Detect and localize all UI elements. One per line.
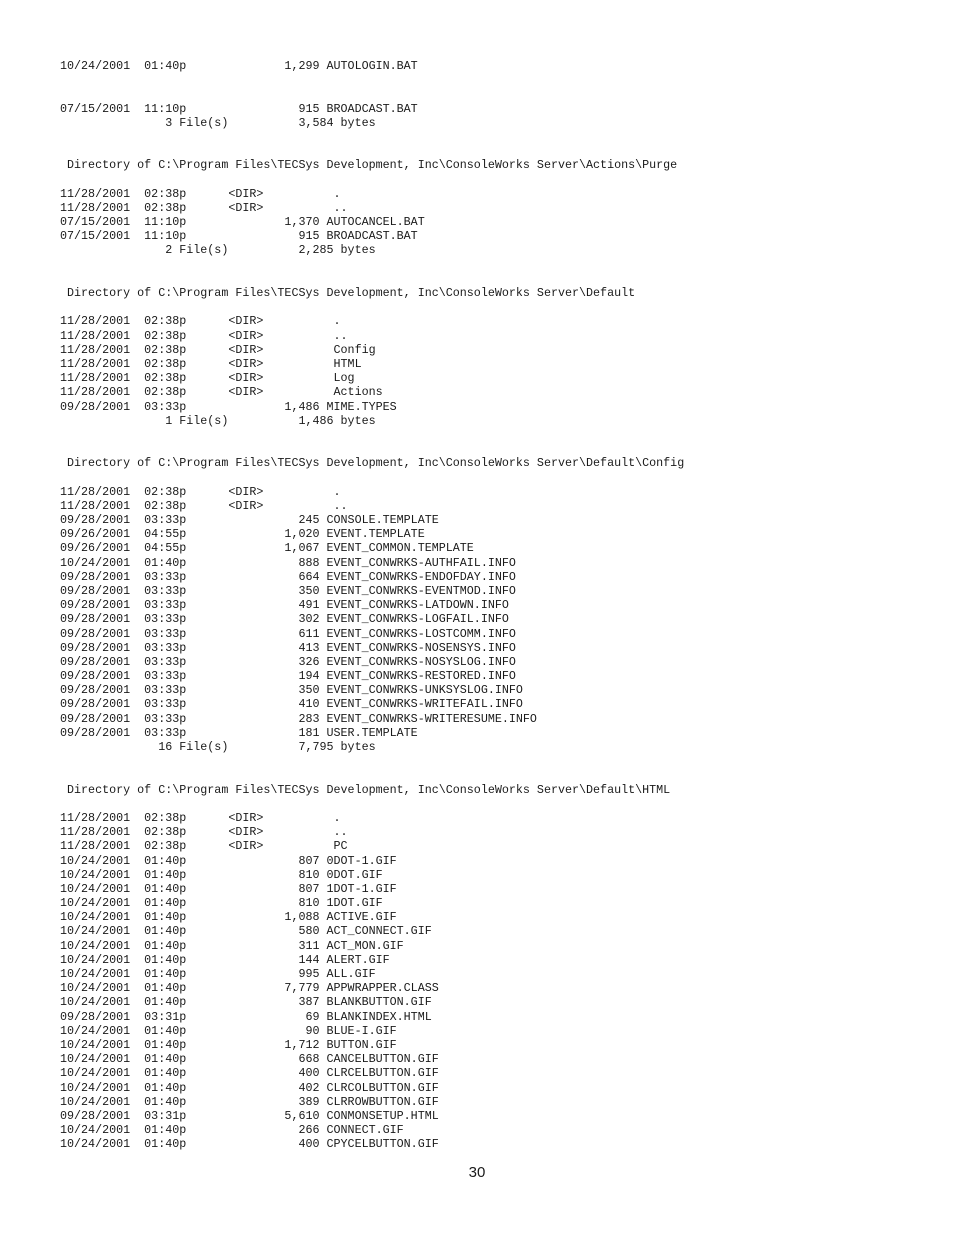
- dir-entry: 11/28/2001 02:38p <DIR> .: [60, 186, 341, 201]
- dir-entry: 11/28/2001 02:38p <DIR> ..: [60, 200, 348, 215]
- dir-entry: 11/28/2001 02:38p <DIR> .: [60, 810, 341, 825]
- file-entry: 07/15/2001 11:10p 1,370 AUTOCANCEL.BAT: [60, 215, 425, 230]
- file-entry: 10/24/2001 01:40p 1,712 BUTTON.GIF: [60, 1037, 397, 1052]
- file-entry: 07/15/2001 11:10p 915 BROADCAST.BAT: [60, 229, 418, 244]
- directory-header: Directory of C:\Program Files\TECSys Development, Inc\ConsoleWorks Server\Default\HTML: [60, 782, 671, 797]
- directory-summary: 16 File(s) 7,795 bytes: [60, 740, 376, 754]
- blank-line: [60, 754, 684, 768]
- dir-entry: 11/28/2001 02:38p <DIR> HTML: [60, 356, 362, 371]
- dir-entry: 11/28/2001 02:38p <DIR> .: [60, 314, 341, 329]
- file-entry: 10/24/2001 01:40p 580 ACT_CONNECT.GIF: [60, 924, 432, 939]
- file-entry: 10/24/2001 01:40p 90 BLUE-I.GIF: [60, 1023, 397, 1038]
- file-entry: 09/28/2001 03:33p 194 EVENT_CONWRKS-RESTORED.INFO: [60, 669, 516, 684]
- directory-listing: [60, 59, 684, 1151]
- blank-line: [60, 470, 684, 484]
- blank-line: [60, 258, 684, 272]
- file-entry: 10/24/2001 01:40p 7,779 APPWRAPPER.CLASS: [60, 981, 439, 996]
- file-entry: 10/24/2001 01:40p 389 CLRROWBUTTON.GIF: [60, 1094, 439, 1109]
- file-entry: 10/24/2001 01:40p 387 BLANKBUTTON.GIF: [60, 995, 432, 1010]
- file-entry: 10/24/2001 01:40p 888 EVENT_CONWRKS-AUTHFAIL.INFO: [60, 555, 516, 570]
- file-entry: 09/28/2001 03:33p 283 EVENT_CONWRKS-WRITERESUME.INFO: [60, 711, 537, 726]
- file-entry: 09/28/2001 03:31p 5,610 CONMONSETUP.HTML: [60, 1108, 439, 1123]
- blank-line: [60, 442, 684, 456]
- file-entry: 09/28/2001 03:33p 1,486 MIME.TYPES: [60, 399, 397, 414]
- file-entry: 09/28/2001 03:33p 181 USER.TEMPLATE: [60, 725, 418, 740]
- blank-line: [60, 300, 684, 314]
- file-entry: 10/24/2001 01:40p 144 ALERT.GIF: [60, 952, 390, 967]
- dir-entry: 11/28/2001 02:38p <DIR> .: [60, 484, 341, 499]
- blank-line: [60, 130, 684, 144]
- directory-header: Directory of C:\Program Files\TECSys Development, Inc\ConsoleWorks Server\Default: [60, 286, 636, 300]
- dir-entry: 11/28/2001 02:38p <DIR> ..: [60, 825, 348, 840]
- blank-line: [60, 87, 684, 101]
- file-entry: 09/28/2001 03:33p 664 EVENT_CONWRKS-ENDOFDAY.INFO: [60, 569, 516, 584]
- file-entry: 10/24/2001 01:40p 810 1DOT.GIF: [60, 896, 383, 911]
- file-entry: 09/28/2001 03:33p 350 EVENT_CONWRKS-EVENTMOD.INFO: [60, 583, 516, 598]
- file-entry: 07/15/2001 11:10p 915 BROADCAST.BAT: [60, 101, 418, 116]
- file-entry: 10/24/2001 01:40p 400 CLRCELBUTTON.GIF: [60, 1066, 439, 1081]
- file-entry: 10/24/2001 01:40p 311 ACT_MON.GIF: [60, 938, 404, 953]
- blank-line: [60, 144, 684, 158]
- file-entry: 09/28/2001 03:33p 326 EVENT_CONWRKS-NOSYSLOG.INFO: [60, 654, 516, 669]
- file-entry: 10/24/2001 01:40p 1,299 AUTOLOGIN.BAT: [60, 59, 418, 73]
- blank-line: [60, 272, 684, 286]
- dir-entry: 11/28/2001 02:38p <DIR> PC: [60, 839, 348, 854]
- file-entry: 10/24/2001 01:40p 995 ALL.GIF: [60, 967, 376, 981]
- blank-line: [60, 428, 684, 442]
- file-entry: 10/24/2001 01:40p 807 0DOT-1.GIF: [60, 853, 397, 868]
- file-entry: 10/24/2001 01:40p 400 CPYCELBUTTON.GIF: [60, 1137, 439, 1152]
- directory-header: Directory of C:\Program Files\TECSys Development, Inc\ConsoleWorks Server\Actions\Purge: [60, 158, 678, 173]
- file-entry: 10/24/2001 01:40p 668 CANCELBUTTON.GIF: [60, 1052, 439, 1067]
- file-entry: 09/28/2001 03:33p 302 EVENT_CONWRKS-LOGFAIL.INFO: [60, 612, 509, 627]
- file-entry: 09/26/2001 04:55p 1,020 EVENT.TEMPLATE: [60, 527, 425, 542]
- blank-line: [60, 797, 684, 811]
- file-entry: 09/28/2001 03:33p 413 EVENT_CONWRKS-NOSENSYS.INFO: [60, 640, 516, 655]
- directory-header: Directory of C:\Program Files\TECSys Development, Inc\ConsoleWorks Server\Default\Config: [60, 456, 685, 471]
- dir-entry: 11/28/2001 02:38p <DIR> ..: [60, 498, 348, 513]
- blank-line: [60, 173, 684, 187]
- blank-line: [60, 768, 684, 782]
- file-entry: 10/24/2001 01:40p 266 CONNECT.GIF: [60, 1123, 404, 1138]
- file-entry: 10/24/2001 01:40p 1,088 ACTIVE.GIF: [60, 910, 397, 925]
- dir-entry: 11/28/2001 02:38p <DIR> Config: [60, 342, 376, 357]
- file-entry: 09/28/2001 03:33p 410 EVENT_CONWRKS-WRITEFAIL.INFO: [60, 697, 523, 712]
- page-number: 30: [468, 1164, 486, 1181]
- file-entry: 10/24/2001 01:40p 807 1DOT-1.GIF: [60, 881, 397, 896]
- file-entry: 09/28/2001 03:33p 245 CONSOLE.TEMPLATE: [60, 513, 439, 527]
- directory-summary: 3 File(s) 3,584 bytes: [60, 115, 376, 130]
- file-entry: 09/28/2001 03:31p 69 BLANKINDEX.HTML: [60, 1009, 432, 1024]
- file-entry: 09/26/2001 04:55p 1,067 EVENT_COMMON.TEMPLATE: [60, 541, 474, 556]
- dir-entry: 11/28/2001 02:38p <DIR> Actions: [60, 385, 383, 400]
- dir-entry: 11/28/2001 02:38p <DIR> Log: [60, 371, 355, 386]
- file-entry: 09/28/2001 03:33p 350 EVENT_CONWRKS-UNKSYSLOG.INFO: [60, 683, 523, 698]
- file-entry: 09/28/2001 03:33p 611 EVENT_CONWRKS-LOSTCOMM.INFO: [60, 626, 516, 641]
- blank-line: [60, 73, 684, 87]
- file-entry: 10/24/2001 01:40p 810 0DOT.GIF: [60, 867, 383, 882]
- dir-entry: 11/28/2001 02:38p <DIR> ..: [60, 328, 348, 343]
- directory-summary: 1 File(s) 1,486 bytes: [60, 413, 376, 428]
- file-entry: 09/28/2001 03:33p 491 EVENT_CONWRKS-LATDOWN.INFO: [60, 598, 509, 613]
- file-entry: 10/24/2001 01:40p 402 CLRCOLBUTTON.GIF: [60, 1080, 439, 1095]
- directory-summary: 2 File(s) 2,285 bytes: [60, 243, 376, 258]
